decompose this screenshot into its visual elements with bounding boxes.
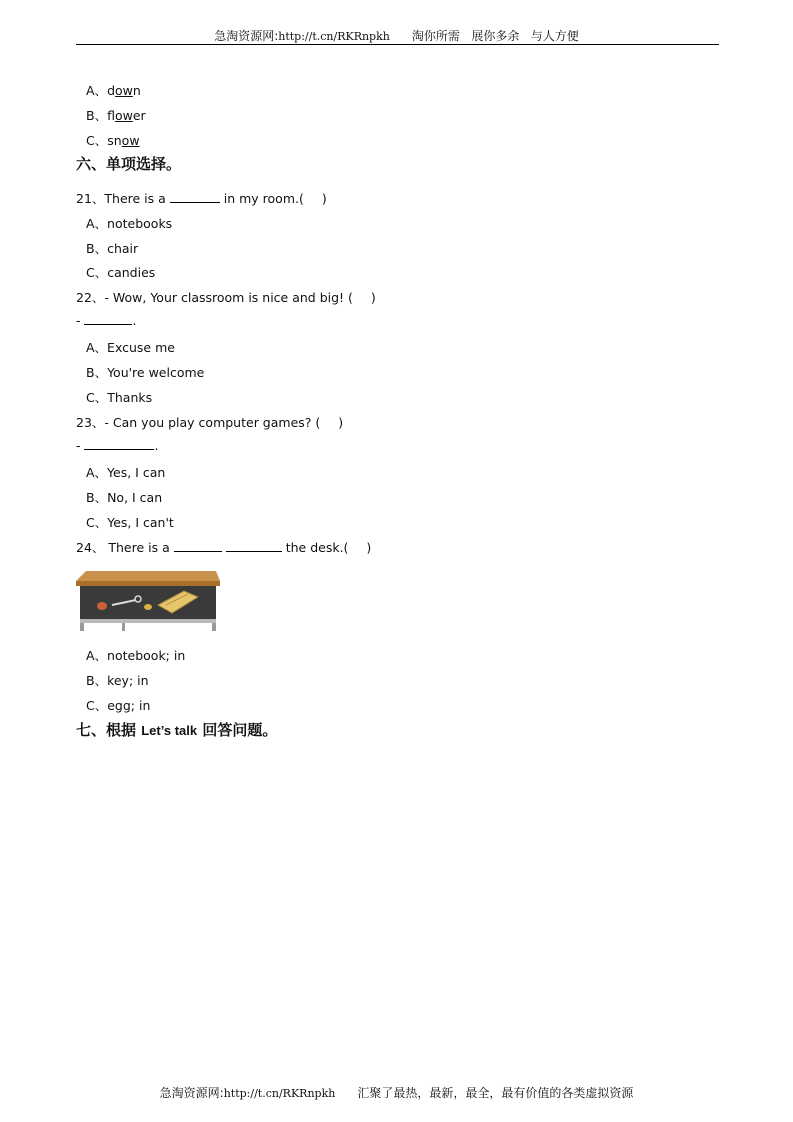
- question-22-answer-line: - .: [76, 313, 137, 328]
- desk-illustration: [76, 567, 220, 631]
- prev-option-c: C、snow: [86, 133, 140, 148]
- section-7-title: 七、根据 Let’s talk 回答问题。: [76, 721, 278, 739]
- q21-option-a: A、notebooks: [86, 216, 173, 231]
- q23-option-a: A、Yes, I can: [86, 465, 166, 480]
- q24-option-a: A、notebook; in: [86, 648, 186, 663]
- question-23-answer-line: - .: [76, 438, 159, 453]
- q24-option-c: C、egg; in: [86, 698, 151, 713]
- header-slogan-1: 淘你所需: [411, 29, 460, 43]
- header-slogan-2: 展你多余: [471, 29, 520, 43]
- footer-text: 汇聚了最热，最新，最全，最有价值的各类虚拟资源: [357, 1086, 634, 1100]
- prev-option-a: A、down: [86, 83, 141, 98]
- footer-url: http://t.cn/RKRnpkh: [223, 1087, 336, 1100]
- q23-option-c: C、Yes, I can't: [86, 515, 174, 530]
- header-slogan-3: 与人方便: [530, 29, 579, 43]
- page-footer: [0, 1084, 793, 1101]
- q21-option-b: B、chair: [86, 241, 139, 256]
- q21-option-c: C、candies: [86, 265, 156, 280]
- section-6-title: 六、单项选择。: [76, 155, 182, 173]
- q23-option-b: B、No, I can: [86, 490, 163, 505]
- desk-leg-left: [80, 623, 84, 631]
- question-22: 22、- Wow, Your classroom is nice and big! ( ): [76, 290, 376, 305]
- prev-option-b: B、flower: [86, 108, 146, 123]
- question-21: 21、There is a in my room.( ): [76, 191, 327, 206]
- desk-top: [76, 571, 220, 581]
- question-23: 23、- Can you play computer games? ( ): [76, 415, 344, 430]
- q22-option-a: A、Excuse me: [86, 340, 175, 355]
- desk-leg-right: [212, 623, 216, 631]
- desk-frame: [80, 619, 216, 623]
- small-item-icon: [144, 604, 152, 610]
- desk-edge: [76, 581, 220, 586]
- header-url: http://t.cn/RKRnpkh: [278, 30, 390, 43]
- q22-option-b: B、You're welcome: [86, 365, 205, 380]
- footer-site: 急淘资源网:: [159, 1086, 224, 1100]
- header-divider: [76, 44, 719, 45]
- page-header: [0, 27, 793, 44]
- q24-option-b: B、key; in: [86, 673, 149, 688]
- header-site: 急淘资源网:: [214, 29, 279, 43]
- q22-option-c: C、Thanks: [86, 390, 153, 405]
- question-24: 24、 There is a the desk.( ): [76, 540, 372, 555]
- egg-icon: [97, 602, 107, 610]
